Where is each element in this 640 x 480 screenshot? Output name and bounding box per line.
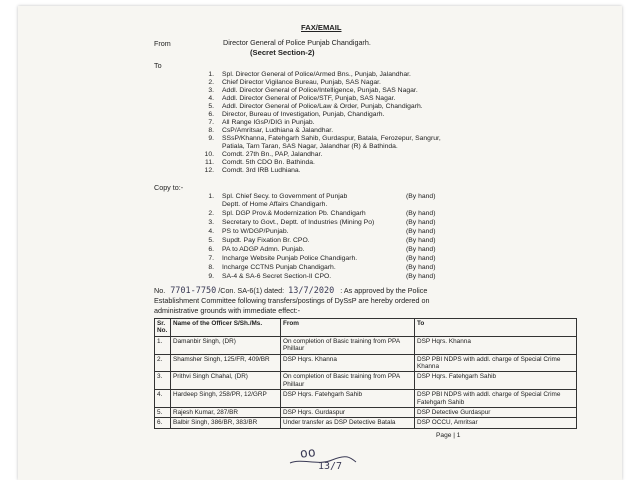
document-page: FAX/EMAIL From Director General of Police Punjab Chandigarh. (Secret Section-2) To 1. Spl. Director General of Police/Armed Bns., Punjab, Jalandhar. 2. Chief Director Vigilance Bureau, Punjab, SAS Nagar. 3. Addl. Director General of Police/Intelligence, Punjab, SAS Nagar. 4. Addl. Director General of Police/STF, Punjab, SAS Nagar. 5. Addl. Director General of Police/Law & Order, Punjab, Chandigarh. 6. Director, Bureau of Investigation, Punjab, Chandigarh. 7. All Range IGsP/DIG in Punjab. 8. CsP/Amritsar, Ludhiana & Jalandhar. 9. SSsP/Khanna, Fatehgarh Sahib, Gurdaspur, Batala, Ferozepur, Sangrur, Patiala, Tarn Taran, SAS Nagar, Jalandhar (R) & Bathinda. 10. Comdt. 27th Bn., PAP, Jalandhar. 11. Comdt. 5th CDO Bn. Bathinda. 12. Comdt. 3rd IRB Ludhiana. Copy to:- 1. Spl. Chief Secy. to Government of Punjab (By hand) Deptt. of Home Affairs Chandigarh. 2. Spl. DGP Prov.& Modernization Pb. Chandigarh (By hand) 3. Secretary to Govt., Deptt. of Industries (Mining Po) (By hand) 4. PS to W/DGP/Punjab. (By hand) 5. Supdt. Pay Fixation Br. CPO. (By hand) 6. PA to ADGP Admn. Punjab. (By hand) 7. Incharge Website Punjab Police Chandigarh. (By hand) 8. Incharge CCTNS Punjab Chandigarh. (By hand) 9. SA-4 & SA-6 Secret Section-II CPO. (By hand) No. 7701-7750 /Con. SA-6(1) dated: 13/7/2020 : As approved by the Police Establishment Committee following transfers/postings of DySsP are hereby ordered on administrative grounds with immediate effect:- Sr. No. Name of the Officer S/Sh./Ms. From To 1. Damanbir Singh, (DR) On completion of Basic training from PPA Phillaur DSP Hqrs. Khanna 2. Shamsher Singh, 125/FR, 409/BR DSP Hqrs. Khanna DSP PBI NDPS with addl. charge of Special Crime Khanna 3. Prithvi Singh Chahal, (DR) On completion of Basic training from PPA Phillaur DSP Hqrs. Fatehgarh Sahib 4. Hardeep Singh, 258/PR, 12/GRP DSP Hqrs. Fatehgarh Sahib DSP PBI NDPS with addl. charge of Special Crime Fatehgarh Sahib 5. Rajesh Kumar, 287/BR DSP Hqrs. Gurdaspur DSP Detective Gurdaspur 6. Balbir Singh, 386/BR, 383/BR Under transfer as DSP Detective Batala DSP OCCU, Amritsar oo 13/7 Page | 1 bbox=[18, 6, 622, 480]
cell-to: DSP PBI NDPS with addl. charge of Special Crime Khanna bbox=[415, 354, 577, 372]
order-line-2: Establishment Committee following transfers/postings of DySsP are hereby ordered on bbox=[154, 296, 430, 305]
order-no-label: No. bbox=[154, 286, 166, 295]
cell-sr: 3. bbox=[155, 372, 171, 390]
cell-name: Prithvi Singh Chahal, (DR) bbox=[171, 372, 281, 390]
signature-date: 13/7 bbox=[318, 461, 343, 472]
page-number: Page | 1 bbox=[436, 432, 461, 439]
order-line-rest: : As approved by the Police bbox=[340, 286, 428, 295]
table-row bbox=[155, 418, 577, 428]
cell-from: DSP Hqrs. Khanna bbox=[281, 354, 415, 372]
cell-name: Damanbir Singh, (DR) bbox=[171, 336, 281, 354]
to-label: To bbox=[154, 61, 162, 70]
cell-from: DSP Hqrs. Fatehgarh Sahib bbox=[281, 390, 415, 408]
section-line: (Secret Section-2) bbox=[250, 48, 315, 57]
cell-to: DSP Hqrs. Khanna bbox=[415, 336, 577, 354]
order-line-3: administrative grounds with immediate effect:- bbox=[154, 306, 301, 315]
header-officer-name: Name of the Officer S/Sh./Ms. bbox=[171, 319, 281, 337]
from-label: From bbox=[154, 39, 171, 48]
table-row bbox=[155, 390, 577, 408]
order-number-handwritten: 7701-7750 bbox=[170, 286, 217, 296]
cell-from: On completion of Basic training from PPA Phillaur bbox=[281, 336, 415, 354]
cell-name: Shamsher Singh, 125/FR, 409/BR bbox=[171, 354, 281, 372]
cell-sr: 1. bbox=[155, 336, 171, 354]
cell-to: DSP PBI NDPS with addl. charge of Special Crime Fatehgarh Sahib bbox=[415, 390, 577, 408]
transfer-table bbox=[154, 318, 577, 429]
header-from: From bbox=[281, 319, 415, 337]
document-title: FAX/EMAIL bbox=[301, 23, 342, 32]
table-header-row bbox=[155, 319, 577, 337]
cell-name: Rajesh Kumar, 287/BR bbox=[171, 408, 281, 418]
cell-to: DSP Hqrs. Fatehgarh Sahib bbox=[415, 372, 577, 390]
cell-sr: 6. bbox=[155, 418, 171, 428]
table-row bbox=[155, 336, 577, 354]
cell-from: On completion of Basic training from PPA Phillaur bbox=[281, 372, 415, 390]
cell-from: Under transfer as DSP Detective Batala bbox=[281, 418, 415, 428]
table-row bbox=[155, 408, 577, 418]
from-line: Director General of Police Punjab Chandigarh. bbox=[223, 38, 371, 47]
cell-name: Balbir Singh, 386/BR, 383/BR bbox=[171, 418, 281, 428]
signature-mark: oo bbox=[299, 445, 317, 462]
copy-label: Copy to:- bbox=[154, 183, 184, 192]
cell-name: Hardeep Singh, 258/PR, 12/GRP bbox=[171, 390, 281, 408]
order-con: /Con. SA-6(1) dated: bbox=[218, 286, 285, 295]
table-row bbox=[155, 354, 577, 372]
header-to: To bbox=[415, 319, 577, 337]
cell-sr: 5. bbox=[155, 408, 171, 418]
order-number-line bbox=[154, 286, 427, 296]
table-row bbox=[155, 372, 577, 390]
cell-sr: 4. bbox=[155, 390, 171, 408]
cell-to: DSP Detective Gurdaspur bbox=[415, 408, 577, 418]
header-sr-no: Sr. No. bbox=[155, 319, 171, 337]
cell-to: DSP OCCU, Amritsar bbox=[415, 418, 577, 428]
cell-sr: 2. bbox=[155, 354, 171, 372]
cell-from: DSP Hqrs. Gurdaspur bbox=[281, 408, 415, 418]
order-date-handwritten: 13/7/2020 bbox=[288, 286, 335, 296]
